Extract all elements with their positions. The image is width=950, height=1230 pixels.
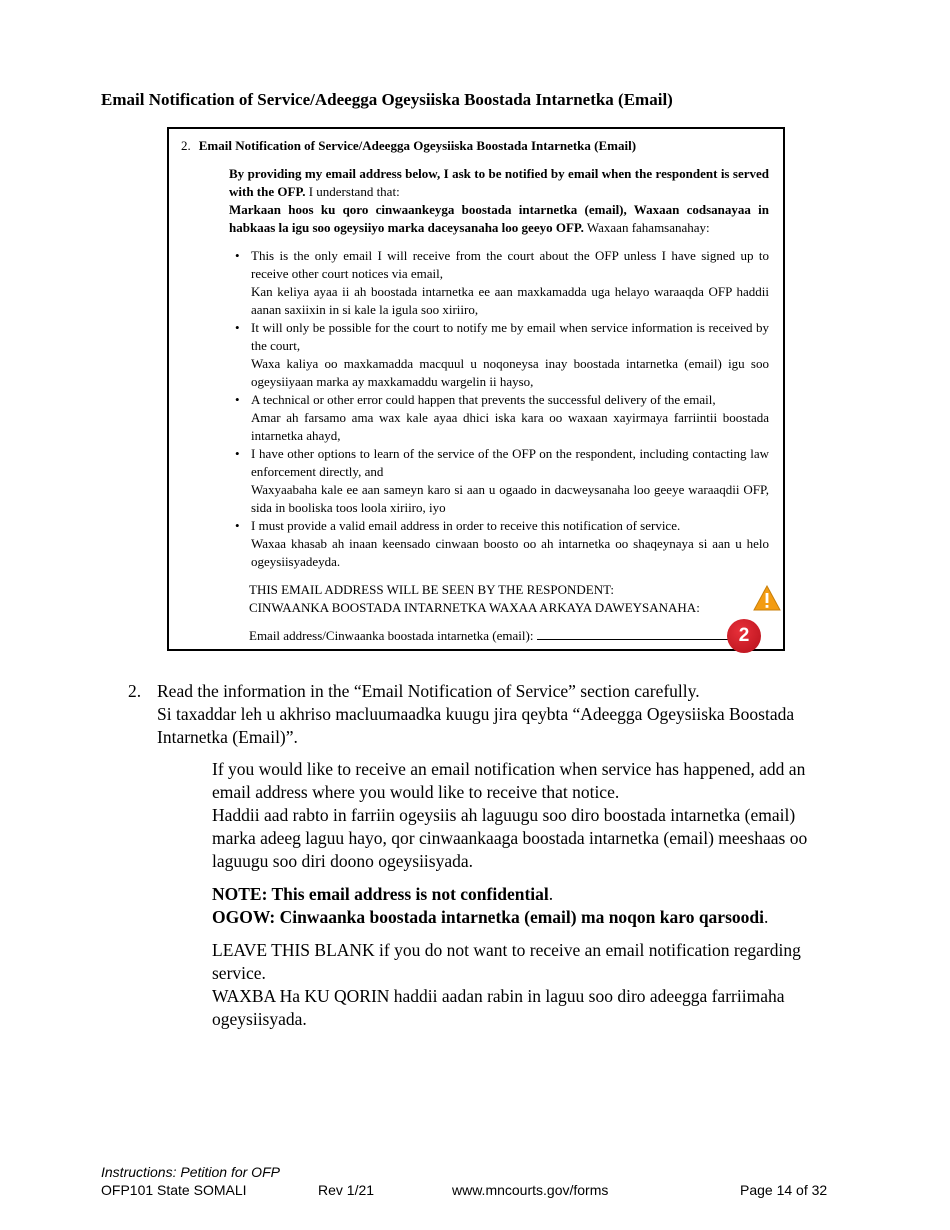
email-address-label: Email address/Cinwaanka boostada intarnetka (email): (249, 628, 534, 643)
conditions-list (251, 247, 769, 571)
list-item: • I have other options to learn of the service of the OFP on the respondent, including contacting law enforcement directly, and Waxyaabaha kale ee aan sameyn karo si aan u ogaado in dacweysanaha loo geeye waraaqdii OFP, sida in booliska toos loola xiriiro, iyo (251, 445, 769, 517)
callout-badge: 2 (727, 619, 761, 653)
form-section-number: 2. (181, 138, 191, 153)
email-address-row (249, 627, 742, 645)
footer-revision: Rev 1/21 (318, 1182, 375, 1198)
email-notification-form-image (167, 127, 785, 651)
page-heading: Email Notification of Service/Adeegga Ogeysiiska Boostada Intarnetka (Email) (101, 90, 673, 109)
intro-consent-en: By providing my email address below, I ask to be notified by email when the respondent is served with the OFP. (229, 166, 769, 199)
step-text-so: Si taxaddar leh u akhriso macluumaadka kuugu jira qeybta “Adeegga Ogeysiiska Boostada Intarnetka (Email)”. (157, 704, 795, 747)
list-item: • A technical or other error could happen that prevents the successful delivery of the email, Amar ah farsamo ama wax kale ayaa dhici iska kara oo waxaan xayirmaya farriintii boostada intarnetka ahayd, (251, 391, 769, 445)
list-item: • This is the only email I will receive from the court about the OFP unless I have signed up to receive other court notices via email, Kan keliya ayaa ii ah boostada intarnetka ee aan maxkamadda uga helayo waraaqda OFP haddii aanan saxiixin in si kale la igula soo xiriiro, (251, 247, 769, 319)
notification-text-so: Haddii aad rabto in farriin ogeysiis ah laguugu soo diro boostada intarnetka (email) marka adeeg laguu hayo, qor cinwaankaaga boostada intarnetka (email) meeshaas oo laguugu soo diri doono ogeysiisyada. (212, 805, 808, 871)
form-section-title-text: Email Notification of Service/Adeegga Ogeysiiska Boostada Intarnetka (Email) (198, 138, 637, 153)
leave-blank-text-so: WAXBA Ha KU QORIN haddii aadan rabin in laguu soo diro adeegga farriimaha ogeysiisyada. (212, 986, 785, 1029)
footer-url[interactable]: www.mncourts.gov/forms (452, 1182, 609, 1198)
form-section-title (181, 137, 636, 155)
footer-title: Instructions: Petition for OFP (101, 1164, 280, 1180)
list-item: • It will only be possible for the court to notify me by email when service information is received by the court, Waxa kaliya oo maxkamadda macquul u noqoneysa inay boostada intarnetka (email) igu soo ogeysiiyaan marka ay maxkamaddu wargelin ii hayso, (251, 319, 769, 391)
leave-blank-text-en: LEAVE THIS BLANK if you do not want to receive an email notification regarding service. (212, 940, 801, 983)
confidentiality-note: NOTE: This email address is not confidential. OGOW: Cinwaanka boostada intarnetka (email) ma noqon karo qarsoodi. (212, 884, 769, 927)
email-address-field[interactable] (537, 627, 742, 640)
step-number: 2. (128, 681, 142, 701)
respondent-warning (249, 581, 700, 617)
intro-understand-so: Waxaan fahamsanahay: (583, 220, 710, 235)
leave-blank-paragraph (212, 939, 832, 1031)
step-text-en: Read the information in the “Email Notification of Service” section carefully. (157, 681, 700, 701)
note-text-so: OGOW: Cinwaanka boostada intarnetka (email) ma noqon karo qarsoodi (212, 907, 764, 927)
intro-understand-en: I understand that: (305, 184, 400, 199)
respondent-warning-en: THIS EMAIL ADDRESS WILL BE SEEN BY THE RESPONDENT: (249, 582, 615, 597)
footer-form-code: OFP101 State SOMALI (101, 1182, 247, 1198)
respondent-warning-so: CINWAANKA BOOSTADA INTARNETKA WAXAA ARKAYA DAWEYSANAHA: (249, 600, 700, 615)
page-footer (101, 1163, 828, 1198)
note-text-en: NOTE: This email address is not confidential (212, 884, 549, 904)
footer-page-number: Page 14 of 32 (740, 1182, 828, 1198)
notification-text-en: If you would like to receive an email notification when service has happened, add an email address where you would like to receive that notice. (212, 759, 806, 802)
list-item: • I must provide a valid email address in order to receive this notification of service. Waxaa khasab ah inaan keensado cinwaan boosto oo ah intarnetka oo shaqeynaya si aan u helo ogeysiisyadeyda. (251, 517, 769, 571)
form-intro (229, 165, 769, 237)
notification-paragraph (212, 758, 832, 873)
intro-consent-so: Markaan hoos ku qoro cinwaankeyga boostada intarnetka (email), Waxaan codsanayaa in habkaas la igu soo ogeysiiyo marka daceysanaha loo geeyo OFP. (229, 202, 769, 235)
warning-icon (753, 585, 781, 611)
